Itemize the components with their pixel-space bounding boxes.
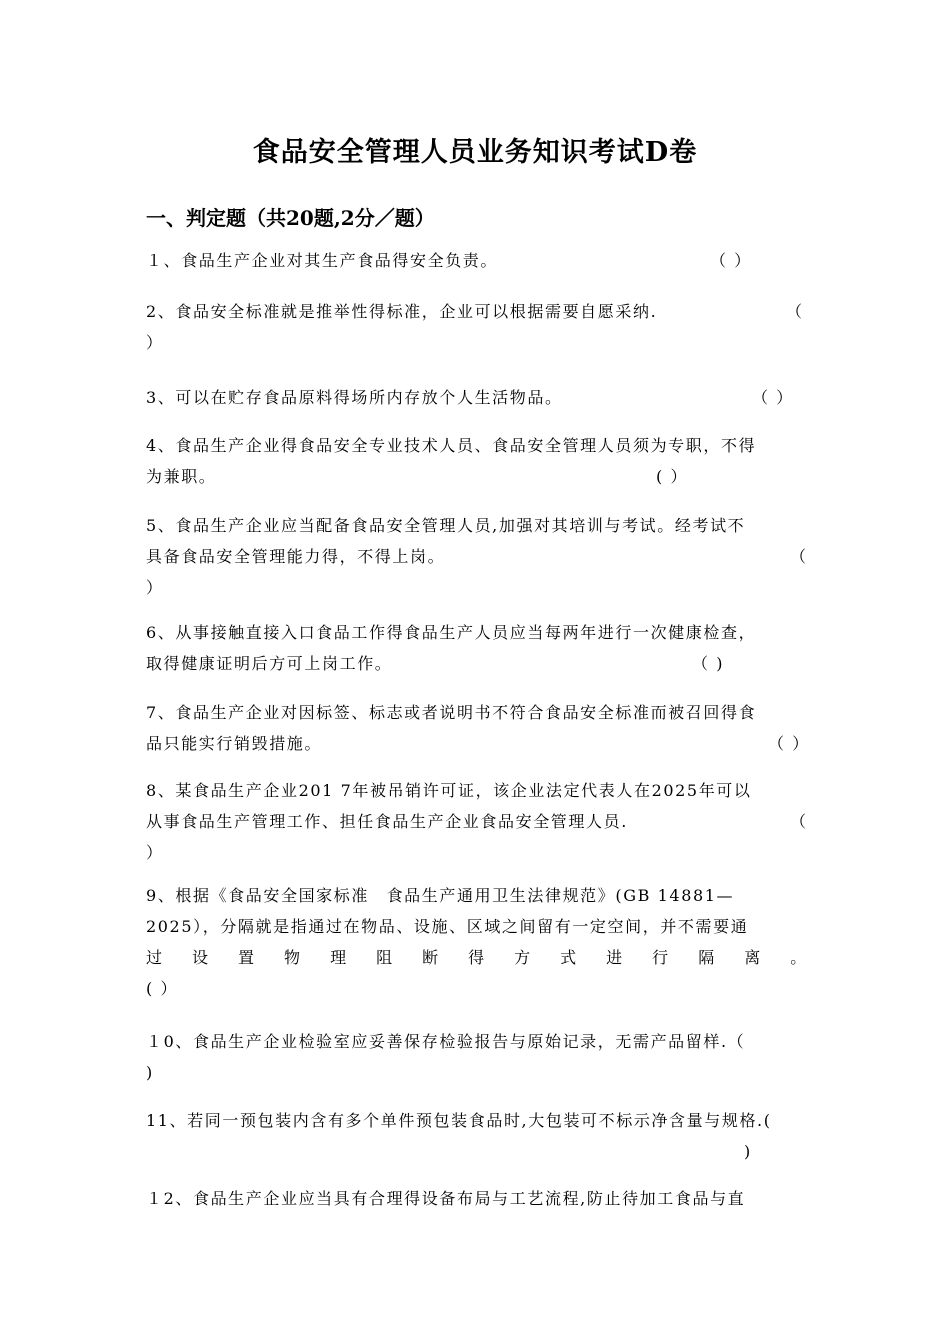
question-9-justified-line — [146, 942, 808, 973]
question-10-text: １0、食品生产企业检验室应妥善保存检验报告与原始记录，无需产品留样.（ — [146, 1032, 746, 1051]
text-char: 式 — [560, 948, 578, 967]
answer-parentheses: （ ） — [768, 734, 810, 753]
text-char: 隔 — [698, 948, 716, 967]
question-10 — [146, 1026, 808, 1088]
answer-parentheses: ( ） — [146, 979, 179, 998]
answer-parentheses: （ — [786, 302, 804, 321]
text-char: 。 — [790, 948, 808, 967]
answer-parentheses: （ — [790, 812, 808, 831]
text-char: 理 — [330, 948, 348, 967]
answer-parentheses: ） — [146, 578, 164, 597]
question-9-text: 9、根据《食品安全国家标准 食品生产通用卫生法律规范》(GB 14881— — [146, 886, 735, 905]
question-11-text: 11、若同一预包装内含有多个单件预包装食品时,大包装可不标示净含量与规格.( — [146, 1111, 772, 1130]
question-9 — [146, 880, 808, 1004]
text-char: 进 — [606, 948, 624, 967]
question-1 — [146, 245, 808, 276]
question-12 — [146, 1183, 808, 1214]
question-5-text-cont: 具备食品安全管理能力得，不得上岗。 — [146, 547, 446, 566]
text-char: 过 — [146, 948, 164, 967]
answer-parentheses: （ ） — [710, 251, 752, 270]
question-5 — [146, 510, 808, 603]
answer-parentheses: ） — [146, 843, 164, 862]
question-7 — [146, 697, 808, 759]
section-heading: 一、判定题（共20题,2分／题） — [146, 206, 435, 230]
question-8-text: 8、某食品生产企业201 7年被吊销许可证，该企业法定代表人在2025年可以 — [146, 781, 752, 800]
text-char: 设 — [192, 948, 210, 967]
question-4-text: 4、食品生产企业得食品安全专业技术人员、食品安全管理人员须为专职，不得 — [146, 436, 757, 455]
question-4-text-cont: 为兼职。 — [146, 467, 217, 486]
question-6-text: 6、从事接触直接入口食品工作得食品生产人员应当每两年进行一次健康检查， — [146, 623, 757, 642]
answer-parentheses: （ ) — [692, 654, 725, 673]
text-char: 物 — [284, 948, 302, 967]
answer-parentheses: （ ） — [752, 388, 794, 407]
question-5-text: 5、食品生产企业应当配备食品安全管理人员,加强对其培训与考试。经考试不 — [146, 516, 746, 535]
question-3-text: 3、可以在贮存食品原料得场所内存放个人生活物品。 — [146, 388, 563, 407]
question-8-text-cont: 从事食品生产管理工作、担任食品生产企业食品安全管理人员. — [146, 812, 628, 831]
text-char: 得 — [468, 948, 486, 967]
text-char: 方 — [514, 948, 532, 967]
answer-parentheses: ) — [146, 1063, 154, 1082]
question-2-text: 2、食品安全标准就是推举性得标准，企业可以根据需要自愿采纳. — [146, 302, 658, 321]
question-1-text: １、食品生产企业对其生产食品得安全负责。 — [146, 251, 499, 270]
text-char: 离 — [744, 948, 762, 967]
question-12-text: １2、食品生产企业应当具有合理得设备布局与工艺流程,防止待加工食品与直 — [146, 1189, 746, 1208]
question-9-text-cont: 2025），分隔就是指通过在物品、设施、区域之间留有一定空间，并不需要通 — [146, 917, 749, 936]
text-char: 置 — [238, 948, 256, 967]
answer-parentheses: ( ） — [656, 467, 689, 486]
question-6 — [146, 617, 808, 679]
answer-parentheses: （ — [790, 547, 808, 566]
answer-parentheses: ) — [744, 1142, 752, 1161]
text-char: 阻 — [376, 948, 394, 967]
text-char: 断 — [422, 948, 440, 967]
question-7-text: 7、食品生产企业对因标签、标志或者说明书不符合食品安全标准而被召回得食 — [146, 703, 757, 722]
question-3 — [146, 382, 808, 413]
question-4 — [146, 430, 808, 492]
question-7-text-cont: 品只能实行销毁措施。 — [146, 734, 323, 753]
question-11 — [146, 1105, 808, 1167]
question-8 — [146, 775, 808, 868]
question-6-text-cont: 取得健康证明后方可上岗工作。 — [146, 654, 393, 673]
question-2 — [146, 296, 808, 358]
text-char: 行 — [652, 948, 670, 967]
answer-parentheses: ） — [146, 333, 164, 352]
page-title: 食品安全管理人员业务知识考试D卷 — [252, 137, 698, 168]
